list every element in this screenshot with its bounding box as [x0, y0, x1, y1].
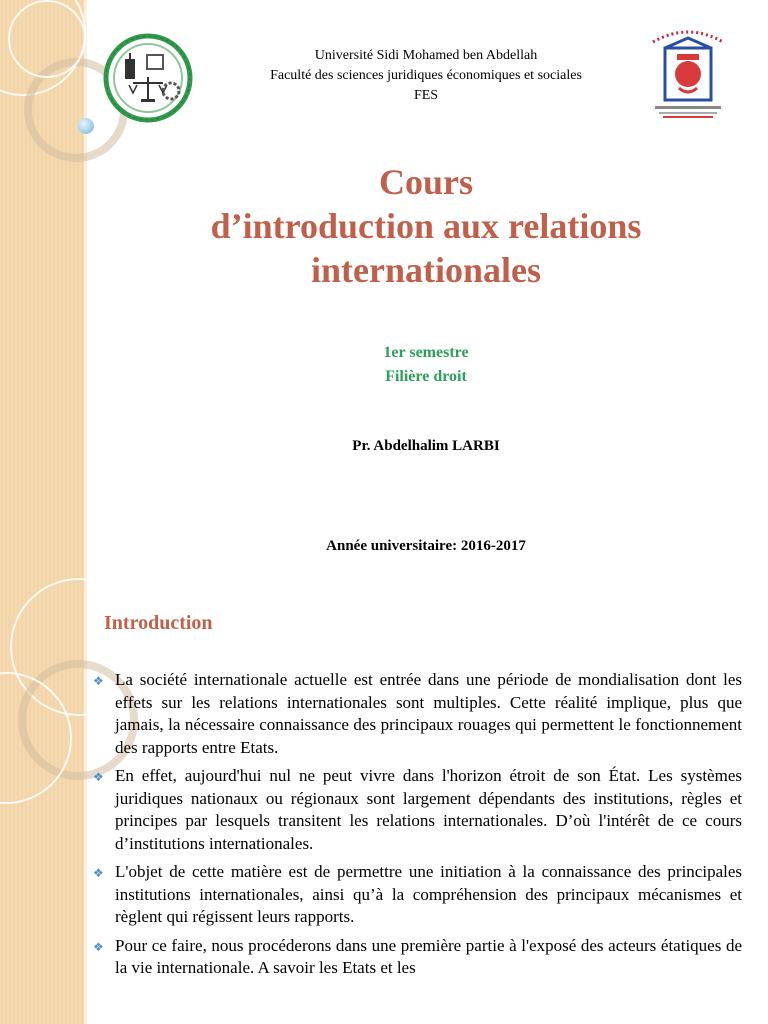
decorative-ring — [8, 0, 86, 78]
diamond-bullet-icon: ❖ — [93, 770, 104, 784]
filiere-label: Filière droit — [385, 368, 467, 385]
list-item — [92, 765, 742, 855]
course-info — [84, 341, 768, 389]
course-title — [84, 160, 768, 292]
semester-label: 1er semestre — [383, 344, 469, 361]
city-name: FES — [413, 88, 439, 103]
professor-name: Pr. Abdelhalim LARBI — [352, 438, 500, 454]
title-line-3: internationales — [311, 250, 541, 290]
decorative-blue-dot — [78, 118, 94, 134]
bullet-text: En effet, aujourd'hui nul ne peut vivre dans l'horizon étroit de son État. Les systèmes juridiques nationaux ou régionaux sont largement dépendants des institutions, règles et principes par lesquels transitent les relations internationales. D’où l'intérêt de ce cours d’institutions internationales. — [115, 766, 742, 853]
bullet-text: Pour ce faire, nous procéderons dans une première partie à l'exposé des acteurs étatiques de la vie internationale. A savoir les Etats et les — [115, 935, 742, 977]
university-name: Université Sidi Mohamed ben Abdellah — [314, 48, 538, 63]
faculty-name: Faculté des sciences juridiques économiques et sociales — [270, 68, 582, 83]
list-item — [92, 935, 742, 980]
diamond-bullet-icon: ❖ — [93, 866, 104, 880]
diamond-bullet-icon: ❖ — [93, 939, 104, 954]
list-item — [92, 861, 742, 929]
title-line-2: d’introduction aux relations — [210, 206, 642, 246]
academic-year: Année universitaire: 2016-2017 — [326, 538, 526, 554]
title-line-1: Cours — [378, 162, 473, 202]
introduction-bullet-list — [92, 669, 742, 986]
bullet-text: La société internationale actuelle est entrée dans une période de mondialisation dont les effets sur les relations internationales sont multiples. Cette réalité implique, plus que jamais, la nécessaire connaissance des principaux rouages qui permettent le fonctionnement des rapports entre Etats. — [115, 670, 742, 757]
bullet-text: L'objet de cette matière est de permettre une initiation à la connaissance des principales institutions internationales, ainsi qu’à la compréhension des principaux mécanismes et règlent qui régissent leurs rapports. — [115, 862, 742, 926]
list-item — [92, 669, 742, 759]
university-header — [84, 46, 768, 106]
introduction-heading: Introduction — [104, 612, 213, 634]
diamond-bullet-icon: ❖ — [93, 674, 104, 688]
